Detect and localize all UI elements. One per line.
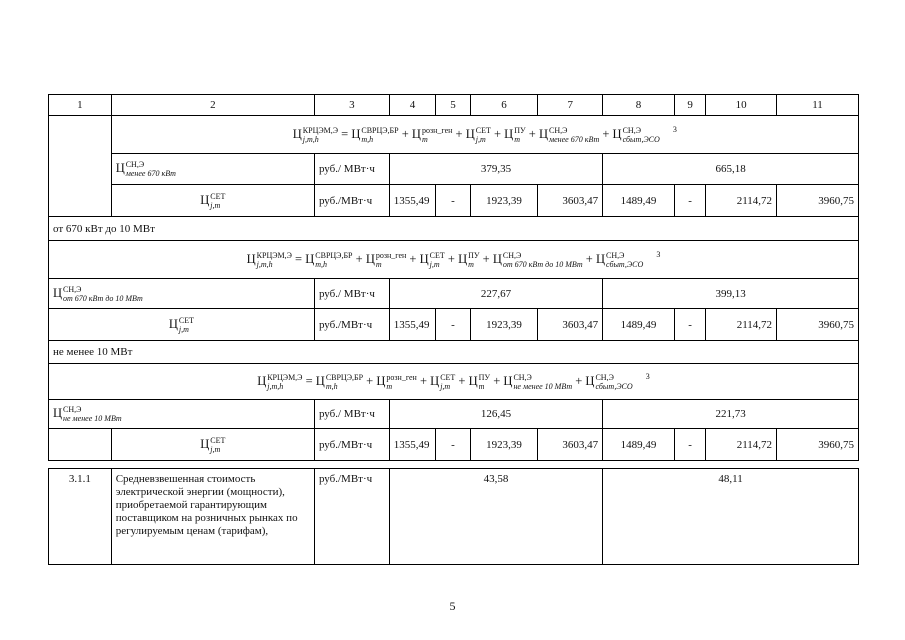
unit-cell: руб./ МВт·ч [314,154,389,185]
net-row [49,309,859,341]
group-label-row [49,341,859,364]
value-cell: - [436,185,470,217]
sn-row [49,279,859,309]
value-cell: 665,18 [603,154,859,185]
column-header: 6 [470,95,538,116]
value-cell: 399,13 [603,279,859,309]
net-symbol: Ц СЕТ j,m [49,309,315,341]
value-cell: 2114,72 [706,309,777,341]
sn-symbol: Ц СН,Э менее 670 кВт [111,154,314,185]
group-label: не менее 10 МВт [49,341,859,364]
formula-row [49,116,859,154]
table-header-row [49,95,859,116]
sn-row [49,154,859,185]
tariff-table [48,94,859,565]
item-row [49,469,859,565]
value-cell: 1489,49 [603,429,675,461]
value-cell: - [674,309,705,341]
sn-symbol: Ц СН,Э не менее 10 МВт [49,400,315,429]
formula-row [49,364,859,400]
price-formula: Ц КРЦЭМ,Э j,m,h = Ц СВРЦЭ,БР m,h + Ц розн_ген m + Ц СЕТ j,m + Ц ПУ m + Ц СН,Э не менее 10 МВт + Ц СН,Э сбыт,ЭСО $^3$ [49,364,859,400]
column-header: 7 [538,95,603,116]
blank-cell [49,116,112,217]
value-cell: 43,58 [389,469,602,565]
value-cell: 2114,72 [706,185,777,217]
price-formula: Ц КРЦЭМ,Э j,m,h = Ц СВРЦЭ,БР m,h + Ц розн_ген m + Ц СЕТ j,m + Ц ПУ m + Ц СН,Э менее 670 кВт + Ц СН,Э сбыт,ЭСО $^3$ [111,116,858,154]
formula-row [49,241,859,279]
value-cell: 3603,47 [538,185,603,217]
unit-cell: руб./ МВт·ч [314,400,389,429]
value-cell: 1489,49 [603,185,675,217]
column-header: 1 [49,95,112,116]
value-cell: 379,35 [389,154,602,185]
sn-row [49,400,859,429]
blank-cell [49,429,112,461]
value-cell: 1489,49 [603,309,675,341]
net-row [49,185,859,217]
column-header: 10 [706,95,777,116]
unit-cell: руб./МВт·ч [314,429,389,461]
group-label-row [49,217,859,241]
value-cell: 3603,47 [538,429,603,461]
value-cell: 1355,49 [389,429,436,461]
price-formula: Ц КРЦЭМ,Э j,m,h = Ц СВРЦЭ,БР m,h + Ц розн_ген m + Ц СЕТ j,m + Ц ПУ m + Ц СН,Э от 670 кВт до 10 МВт + Ц СН,Э сбыт,ЭСО $^3$ [49,241,859,279]
unit-cell: руб./МВт·ч [314,469,389,565]
value-cell: - [674,429,705,461]
value-cell: 1355,49 [389,185,436,217]
column-header: 5 [436,95,470,116]
value-cell: - [436,429,470,461]
unit-cell: руб./ МВт·ч [314,279,389,309]
value-cell: 3603,47 [538,309,603,341]
value-cell: 1923,39 [470,185,538,217]
value-cell: 48,11 [603,469,859,565]
value-cell: - [436,309,470,341]
net-symbol: Ц СЕТ j,m [111,429,314,461]
value-cell: 227,67 [389,279,602,309]
sn-symbol: Ц СН,Э от 670 кВт до 10 МВт [49,279,315,309]
column-header: 4 [389,95,436,116]
value-cell: 3960,75 [777,309,859,341]
value-cell: 221,73 [603,400,859,429]
value-cell: 1923,39 [470,429,538,461]
value-cell: - [674,185,705,217]
value-cell: 3960,75 [777,185,859,217]
page-number: 5 [449,599,456,613]
value-cell: 1355,49 [389,309,436,341]
value-cell: 3960,75 [777,429,859,461]
net-row [49,429,859,461]
value-cell: 1923,39 [470,309,538,341]
value-cell: 126,45 [389,400,602,429]
item-description: Средневзвешенная стоимость электрической энергии (мощности), приобретаемой гарантирующим поставщиком на розничных рынках по регулируемым ценам (тарифам), [111,469,314,565]
unit-cell: руб./МВт·ч [314,309,389,341]
net-symbol: Ц СЕТ j,m [111,185,314,217]
column-header: 3 [314,95,389,116]
column-header: 2 [111,95,314,116]
item-number: 3.1.1 [49,469,112,565]
unit-cell: руб./МВт·ч [314,185,389,217]
value-cell: 2114,72 [706,429,777,461]
column-header: 11 [777,95,859,116]
spacer-cell [49,461,859,469]
column-header: 9 [674,95,705,116]
group-label: от 670 кВт до 10 МВт [49,217,859,241]
spacer-row [49,461,859,469]
column-header: 8 [603,95,675,116]
